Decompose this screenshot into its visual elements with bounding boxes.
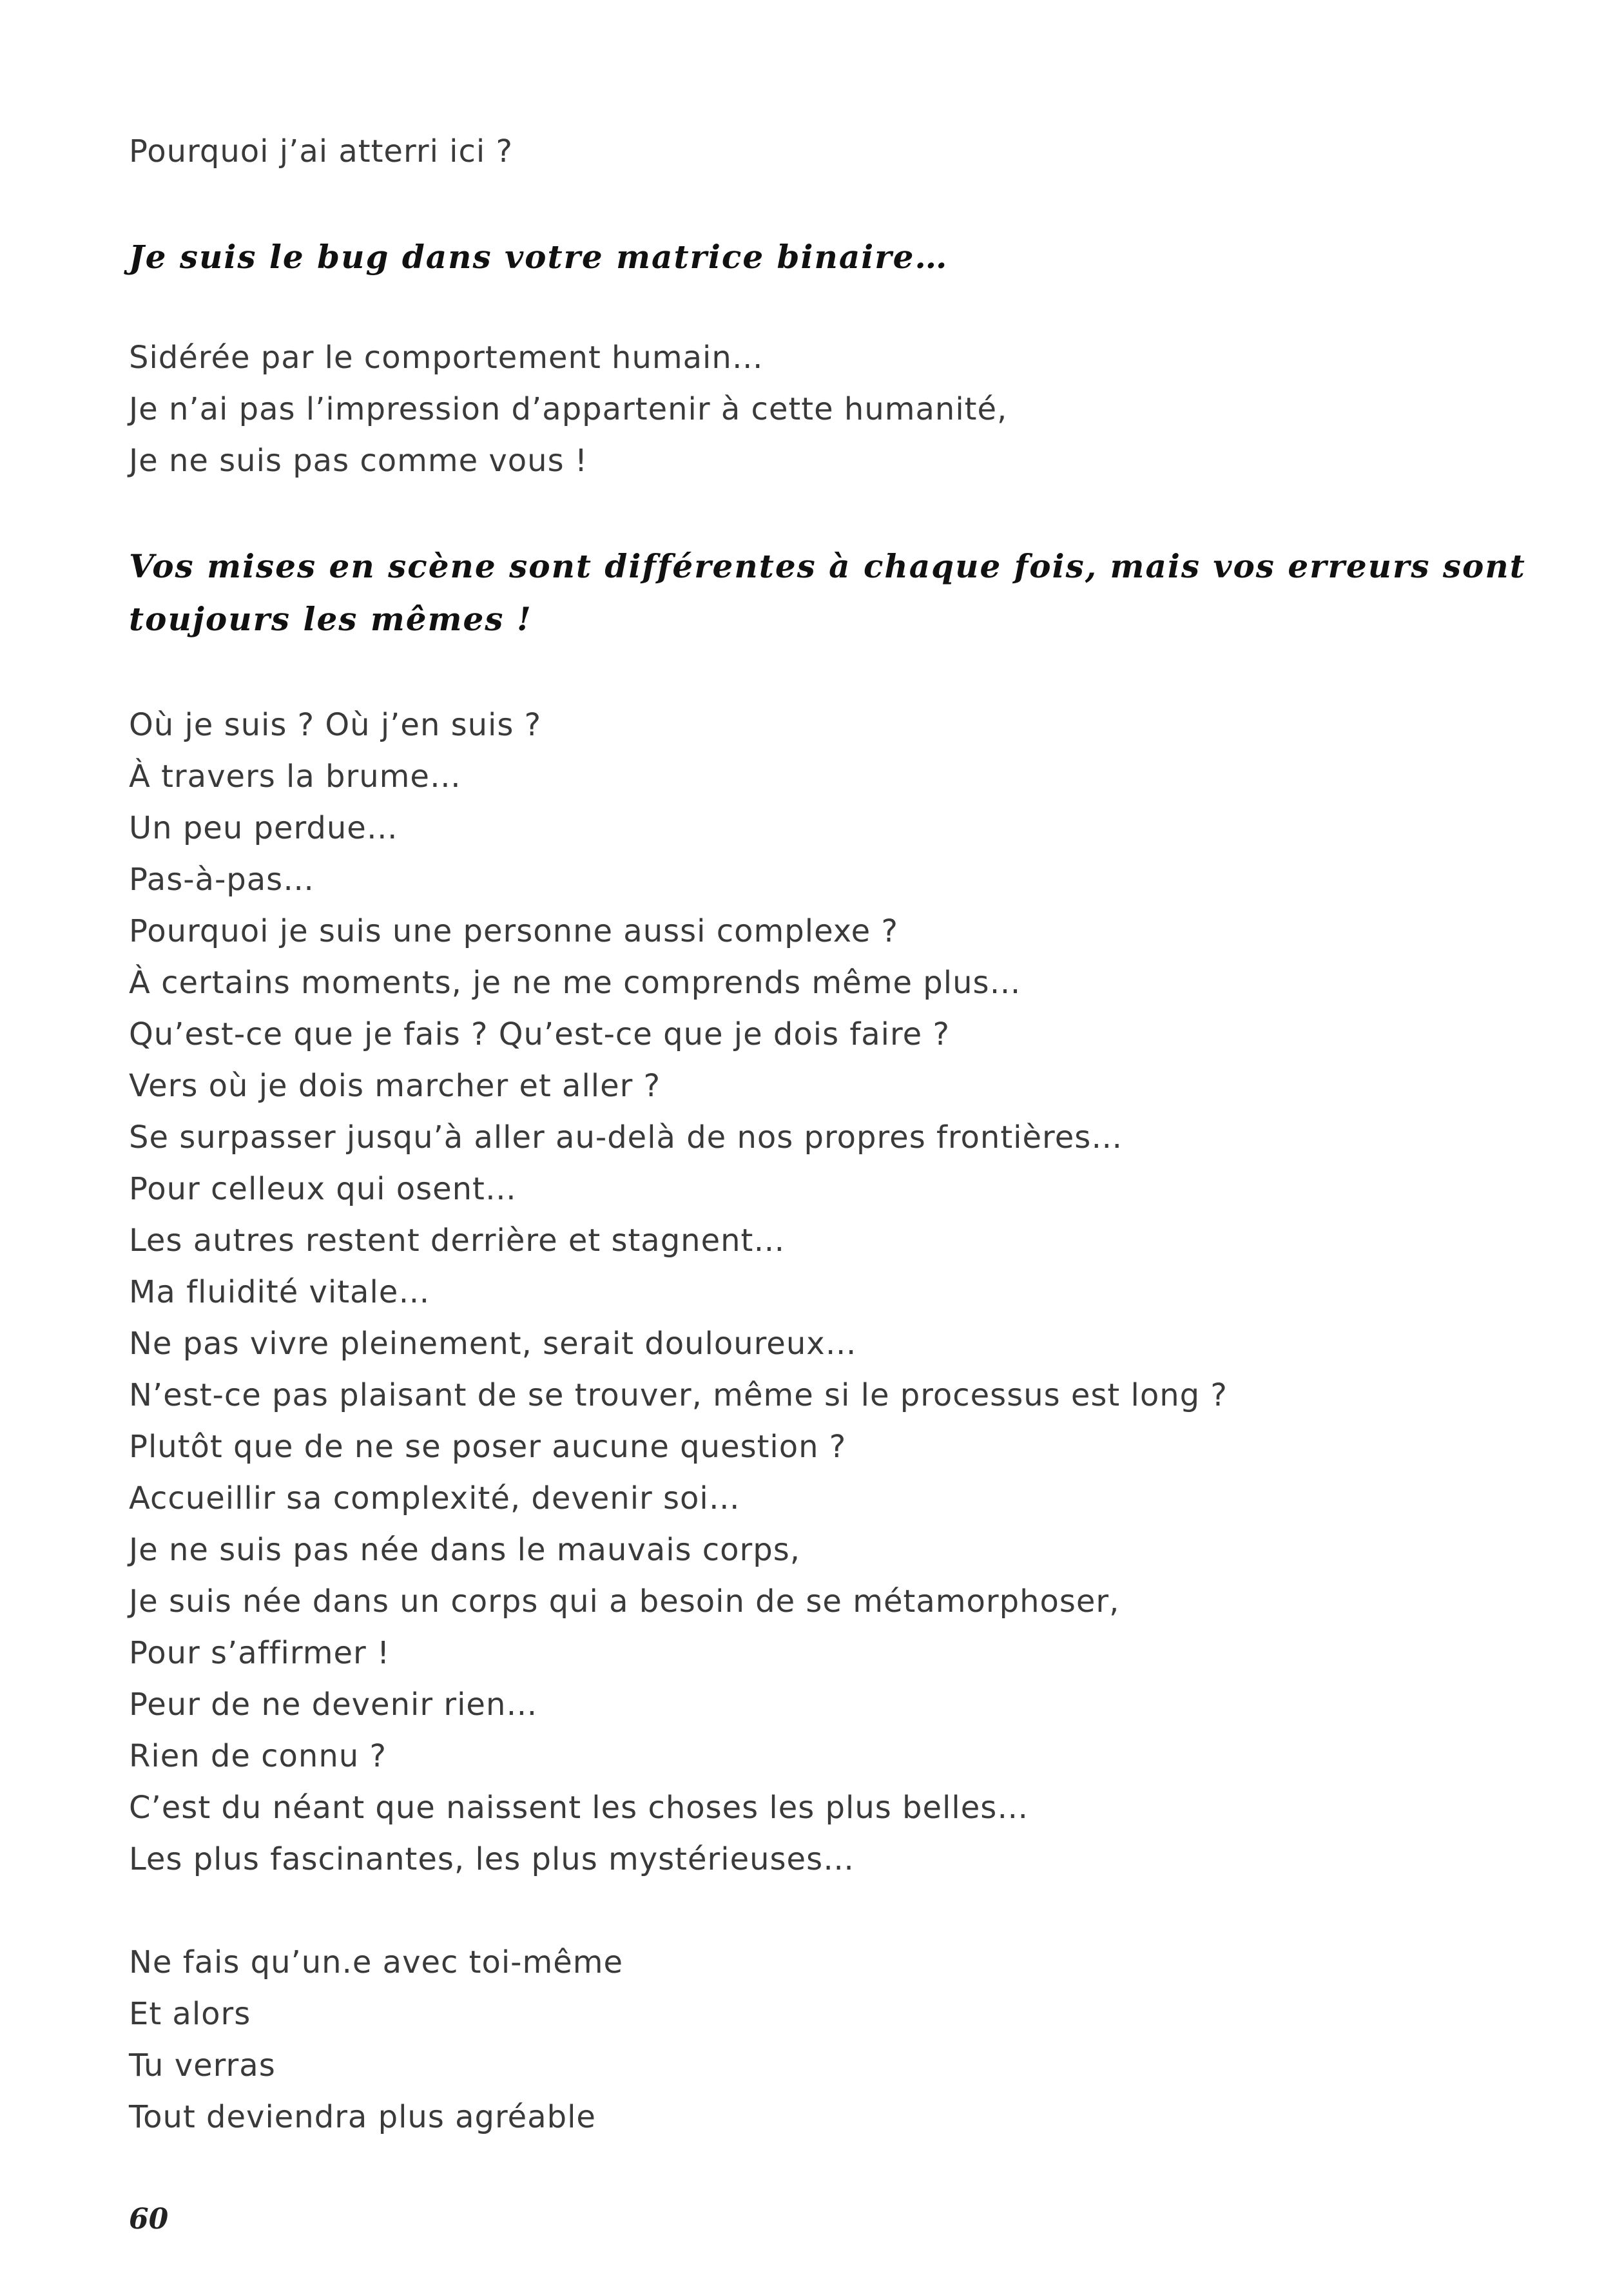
text-line: Ne pas vivre pleinement, serait douloureux… — [129, 1326, 857, 1362]
text-line: Pas-à-pas… — [129, 862, 315, 898]
text-line: Vers où je dois marcher et aller ? — [129, 1068, 661, 1104]
bold-statement-2 — [129, 540, 1526, 646]
text-line: Tout deviendra plus agréable — [129, 2099, 596, 2135]
text-line: À certains moments, je ne me comprends même plus… — [129, 965, 1021, 1001]
text-line: Les autres restent derrière et stagnent… — [129, 1223, 786, 1259]
text-line: Ne fais qu’un.e avec toi-même — [129, 1944, 624, 1980]
bold-text-line: Vos mises en scène sont différentes à chaque fois, mais vos erreurs sont — [129, 547, 1526, 585]
text-line: Peur de ne devenir rien… — [129, 1687, 538, 1723]
stanza-2 — [129, 699, 1521, 1885]
text-line: À travers la brume… — [129, 759, 461, 795]
text-line: Je ne suis pas née dans le mauvais corps, — [129, 1532, 801, 1568]
text-line: Les plus fascinantes, les plus mystérieuses… — [129, 1841, 855, 1877]
bold-statement-1 — [129, 231, 1521, 284]
text-line: N’est-ce pas plaisant de se trouver, même si le processus est long ? — [129, 1377, 1228, 1413]
text-line: Je suis née dans un corps qui a besoin de se métamorphoser, — [129, 1583, 1120, 1620]
bold-text-line: toujours les mêmes ! — [129, 600, 532, 638]
stanza-1 — [129, 332, 1521, 487]
text-line: Où je suis ? Où j’en suis ? — [129, 707, 542, 743]
text-line: Pourquoi je suis une personne aussi complexe ? — [129, 913, 898, 949]
opening-line — [129, 126, 1521, 177]
text-line: C’est du néant que naissent les choses les plus belles… — [129, 1790, 1029, 1826]
text-line: Sidérée par le comportement humain… — [129, 340, 764, 376]
text-line: Tu verras — [129, 2047, 276, 2084]
text-line: Pour celleux qui osent… — [129, 1171, 517, 1207]
text-line: Se surpasser jusqu’à aller au-delà de nos propres frontières… — [129, 1119, 1123, 1156]
text-line: Et alors — [129, 1996, 251, 2032]
text-line: Accueillir sa complexité, devenir soi… — [129, 1480, 740, 1516]
text-line: Rien de connu ? — [129, 1738, 387, 1774]
text-line: Pourquoi j’ai atterri ici ? — [129, 133, 513, 169]
text-line: Qu’est-ce que je fais ? Qu’est-ce que je dois faire ? — [129, 1016, 950, 1052]
text-line: Je n’ai pas l’impression d’appartenir à cette humanité, — [129, 391, 1008, 427]
text-line: Ma fluidité vitale… — [129, 1274, 430, 1310]
text-line: Pour s’affirmer ! — [129, 1635, 391, 1671]
text-line: Un peu perdue… — [129, 810, 398, 846]
text-line: Plutôt que de ne se poser aucune question ? — [129, 1429, 847, 1465]
text-line: Je ne suis pas comme vous ! — [129, 443, 588, 479]
page-number: 60 — [129, 2203, 169, 2236]
stanza-3 — [129, 1937, 1521, 2143]
bold-text-line: Je suis le bug dans votre matrice binaire… — [129, 238, 949, 276]
